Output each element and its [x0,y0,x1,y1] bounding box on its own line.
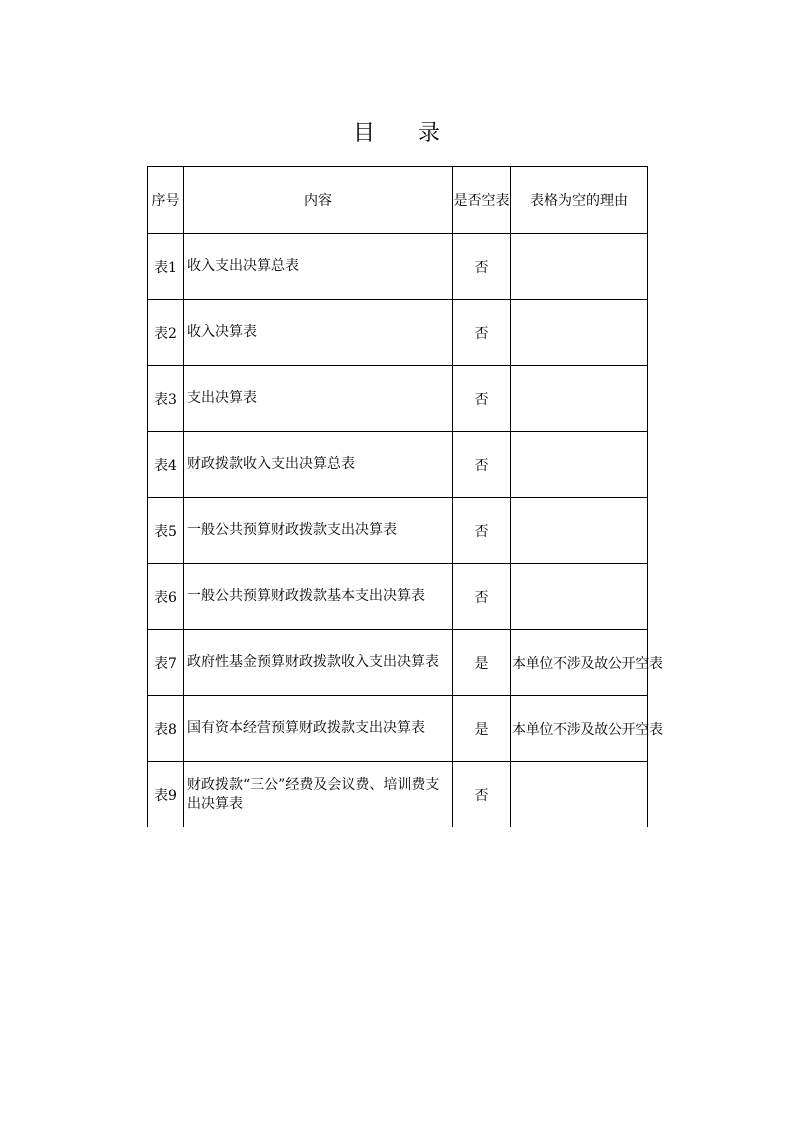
row-seq: 表8 [148,696,184,762]
row-content: 政府性基金预算财政拨款收入支出决算表 [184,630,453,696]
row-seq: 表4 [148,432,184,498]
row-seq: 表9 [148,762,184,828]
row-reason [511,564,648,630]
row-is-empty: 否 [453,564,511,630]
table-header-row [148,167,648,234]
row-seq: 表1 [148,234,184,300]
row-content: 收入支出决算总表 [184,234,453,300]
row-is-empty: 否 [453,300,511,366]
row-seq: 表5 [148,498,184,564]
row-reason [511,498,648,564]
header-seq: 序号 [148,167,184,234]
row-content: 财政拨款“三公”经费及会议费、培训费支出决算表 [184,762,453,828]
table-row [148,234,648,300]
row-content: 支出决算表 [184,366,453,432]
row-reason [511,432,648,498]
row-seq: 表7 [148,630,184,696]
row-reason [511,366,648,432]
row-is-empty: 否 [453,432,511,498]
table-row [148,432,648,498]
table-row [148,762,648,828]
row-is-empty: 是 [453,630,511,696]
row-content: 收入决算表 [184,300,453,366]
row-content: 一般公共预算财政拨款支出决算表 [184,498,453,564]
header-content: 内容 [184,167,453,234]
row-reason [511,762,648,828]
table-row [148,366,648,432]
toc-table [147,166,663,827]
page-title: 目 录 [353,121,458,146]
table-row [148,300,648,366]
header-reason: 表格为空的理由 [511,167,648,234]
table-row [148,564,648,630]
row-reason: 本单位不涉及故公开空表 [511,696,648,762]
row-seq: 表6 [148,564,184,630]
row-content: 国有资本经营预算财政拨款支出决算表 [184,696,453,762]
header-is-empty: 是否空表 [453,167,511,234]
table-row [148,498,648,564]
row-content: 一般公共预算财政拨款基本支出决算表 [184,564,453,630]
row-seq: 表3 [148,366,184,432]
row-content: 财政拨款收入支出决算总表 [184,432,453,498]
row-reason [511,234,648,300]
row-is-empty: 是 [453,696,511,762]
row-reason: 本单位不涉及故公开空表 [511,630,648,696]
row-is-empty: 否 [453,498,511,564]
row-is-empty: 否 [453,234,511,300]
row-is-empty: 否 [453,762,511,828]
row-reason [511,300,648,366]
row-is-empty: 否 [453,366,511,432]
table-row [148,630,648,696]
row-seq: 表2 [148,300,184,366]
table-row [148,696,648,762]
